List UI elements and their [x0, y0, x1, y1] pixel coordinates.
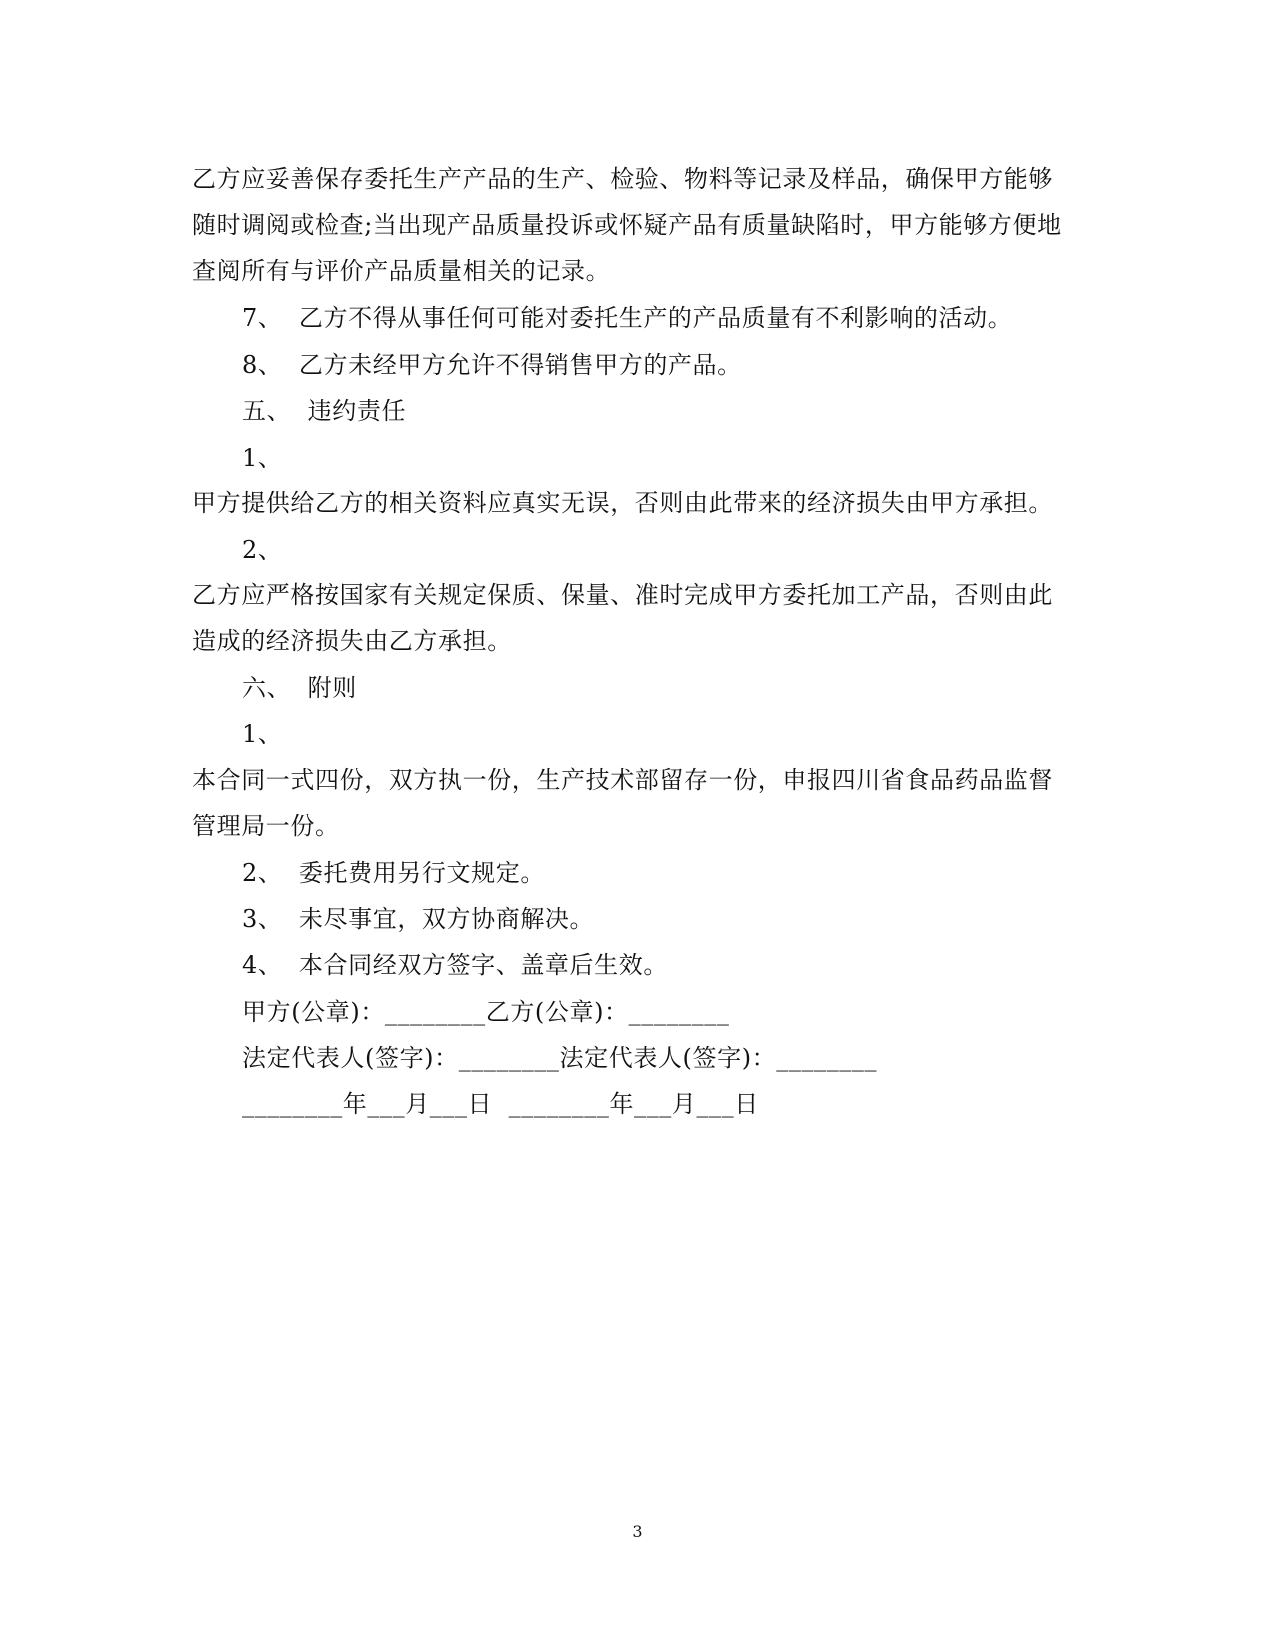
- clause-number: 1、: [242, 720, 283, 748]
- clause-4: 4、 本合同经双方签字、盖章后生效。: [242, 951, 668, 979]
- section-heading-breach: 五、 违约责任: [242, 397, 407, 425]
- section-heading-supplementary: 六、 附则: [242, 674, 357, 702]
- clause-8: 8、 乙方未经甲方允许不得销售甲方的产品。: [242, 351, 742, 379]
- paragraph-line: 查阅所有与评价产品质量相关的记录。: [192, 257, 611, 285]
- paragraph-line: 本合同一式四份，双方执一份，生产技术部留存一份，申报四川省食品药品监督: [192, 766, 1053, 794]
- clause-2: 2、 委托费用另行文规定。: [242, 859, 545, 887]
- paragraph-line: 乙方应严格按国家有关规定保质、保量、准时完成甲方委托加工产品，否则由此: [192, 581, 1053, 609]
- clause-7: 7、 乙方不得从事任何可能对委托生产的产品质量有不利影响的活动。: [242, 304, 1013, 332]
- signature-date-line: ________年___月___日 ________年___月___日: [242, 1090, 759, 1118]
- page-number: 3: [632, 1522, 643, 1541]
- paragraph-line: 随时调阅或检查;当出现产品质量投诉或怀疑产品有质量缺陷时，甲方能够方便地: [192, 211, 1062, 239]
- clause-number: 1、: [242, 444, 283, 472]
- clause-number: 2、: [242, 536, 283, 564]
- clause-3: 3、 未尽事宜，双方协商解决。: [242, 905, 595, 933]
- paragraph-line: 甲方提供给乙方的相关资料应真实无误，否则由此带来的经济损失由甲方承担。: [192, 489, 1053, 517]
- paragraph-line: 乙方应妥善保存委托生产产品的生产、检验、物料等记录及样品，确保甲方能够: [192, 165, 1053, 193]
- signature-seal-line: 甲方(公章)：________乙方(公章)：________: [242, 998, 730, 1026]
- paragraph-line: 管理局一份。: [192, 812, 340, 840]
- paragraph-line: 造成的经济损失由乙方承担。: [192, 627, 512, 655]
- signature-representative-line: 法定代表人(签字)：________法定代表人(签字)：________: [242, 1044, 878, 1072]
